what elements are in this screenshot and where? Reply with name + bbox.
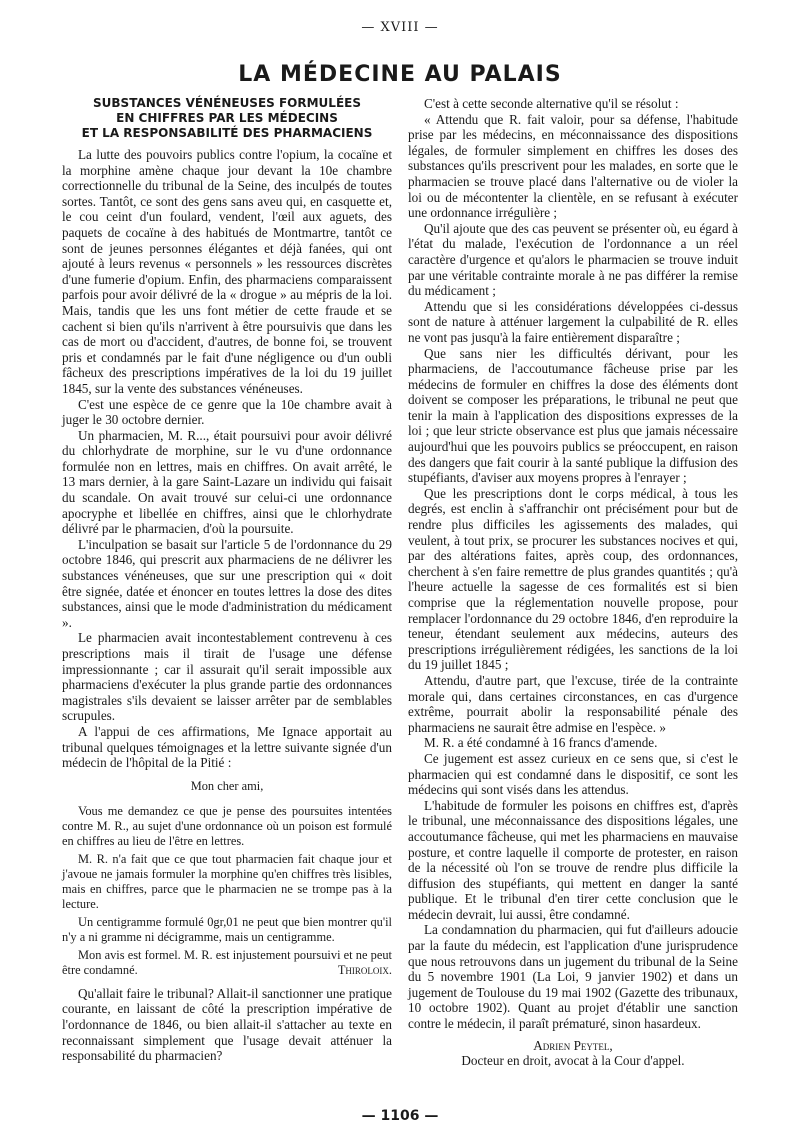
paragraph: C'est une espèce de ce genre que la 10e chambre avait à juger le 30 octobre dernier.	[62, 396, 392, 428]
article-title-line: EN CHIFFRES PAR LES MÉDECINS	[116, 111, 338, 125]
article-title-line: ET LA RESPONSABILITÉ DES PHARMACIENS	[81, 126, 373, 140]
paragraph: Que les prescriptions dont le corps médical, à tous les degrés, est enclin à s'affranchir ont précisément pour but de rendre plus difficiles les agissements des malades, qui veulent, à tout prix, se procurer les substances nocives et qui, par des altérations faites, après coup, des ordonnances, cherchent à s'en faire remettre de plus grandes quantités ; qu'à l'heure actuelle la sagesse de ces formalités est si bien comprise que la réglementation nouvelle propose, pour remplacer l'ordonnance du 29 octobre 1846, d'en reproduire la teneur, étendant seulement aux médecins, auteurs des prescriptions irrégulièrement rédigées, les sanctions de la loi du 19 juillet 1845 ;	[408, 485, 738, 673]
paragraph: Ce jugement est assez curieux en ce sens que, si c'est le pharmacien qui est condamné dans le dispositif, ce sont les médecins qui sont visés dans les attendus.	[408, 750, 738, 798]
letter-paragraph: Vous me demandez ce que je pense des poursuites intentées contre M. R., au sujet d'une ordonnance où un poison est formulé en chiffres au lieu de l'être en lettres.	[62, 803, 392, 848]
paragraph: Qu'il ajoute que des cas peuvent se présenter où, eu égard à l'état du malade, l'exécution de l'ordonnance a un réel caractère d'urgence et qu'alors le pharmacien se trouve induit par une véritable contrainte morale à ne pas différer la remise du médicament ;	[408, 220, 738, 299]
quoted-letter	[62, 779, 392, 978]
right-column	[408, 96, 738, 1069]
paragraph: La lutte des pouvoirs publics contre l'opium, la cocaïne et la morphine amène chaque jour devant la 10e chambre correctionnelle du tribunal de la Seine, des inculpés de toutes sortes. Tantôt, ce sont des gens sans aveu qui, en casquette et, le cou ceint d'un foulard, vendent, l'œil aux aguets, des paquets de cocaïne à des habitués de Montmartre, tantôt ce sont de jeunes personnes élégantes et déjà fanées, qui ont ajouté à leurs revenus « personnels » les ressources discrètes d'une fumerie d'opium. Enfin, des pharmaciens comparaissent parfois pour avoir délivré de la « drogue » au mépris de la loi. Mais, tandis que les uns font métier de cette fraude et se cachent si bien qu'ils n'arrivent à être poursuivis que dans les cas de mort ou d'accident, d'autres, de bonne foi, se trouvent pris et condamnés par le fait d'une négligence ou d'un oubli fâcheux des prescriptions impératives de la loi du 19 juillet 1845, sur la vente des substances vénéneuses.	[62, 147, 392, 396]
letter-signer: Thiroloix.	[337, 962, 392, 977]
author-signature	[408, 1038, 738, 1069]
article-title	[62, 96, 392, 141]
letter-paragraph: M. R. n'a fait que ce que tout pharmacien fait chaque jour et j'avoue ne jamais formuler la morphine qu'en chiffres très lisibles, mais en chiffres, parce que le pharmacien ne se trompe pas à la lecture.	[62, 851, 392, 911]
letter-closing: Mon avis est formel. M. R. est injustement poursuivi et ne peut être condamné.	[62, 947, 392, 977]
paragraph: M. R. a été condamné à 16 francs d'amende.	[424, 735, 658, 751]
paragraph: Le pharmacien avait incontestablement contrevenu à ces prescriptions mais il tirait de l'usage une défense impressionnante ; car il assurait qu'il serait impossible aux pharmaciens d'exécuter la plus grande partie des ordonnances magistrales s'ils devaient se laisser arrêter par de semblables scrupules.	[62, 630, 392, 724]
running-head: — XVIII —	[361, 20, 439, 35]
paragraph: Attendu que si les considérations développées ci-dessus sont de nature à atténuer largement la culpabilité de R. elles ne vont pas jusqu'à la faire entièrement disparaître ;	[408, 298, 738, 345]
paragraph: C'est à cette seconde alternative qu'il se résolut :	[424, 96, 679, 111]
letter-salutation: Mon cher ami,	[190, 778, 264, 793]
paragraph: « Attendu que R. fait valoir, pour sa défense, l'habitude prise par les médecins, en méconnaissance des dispositions légales, de formuler simplement en chiffres les doses des substances qu'ils prescrivent pour les malades, en sorte que le pharmacien se trouve placé dans l'alternative ou de violer la loi ou de mécontenter la clientèle, en se refusant à exécuter une ordonnance irrégulière ;	[408, 111, 738, 221]
letter-paragraph: Un centigramme formulé 0gr,01 ne peut que bien montrer qu'il n'y a ni gramme ni décigramme, mais un centigramme.	[62, 914, 392, 944]
paragraph: L'inculpation se basait sur l'article 5 de l'ordonnance du 29 octobre 1846, qui prescrit aux pharmaciens de ne délivrer les substances vénéneuses, que sur une prescription qui « doit être signée, datée et énoncer en toutes lettres la dose des dites substances, ainsi que le mode d'administration du médicament ».	[62, 536, 392, 630]
paragraph: Un pharmacien, M. R..., était poursuivi pour avoir délivré du chlorhydrate de morphine, sur le vu d'une ordonnance formulée non en lettres, mais en chiffres. On avait arrêté, le 13 mars dernier, à la gare Saint-Lazare un individu qui faisait du scandale. On avait trouvé sur celui-ci une ordonnance apocryphe et libellée en chiffres, ainsi que le chlorhydrate délivré par le pharmacien, d'où la poursuite.	[62, 427, 392, 537]
left-column	[62, 96, 392, 1064]
author-name: Adrien Peytel,	[533, 1037, 613, 1053]
letter-last-line	[62, 948, 392, 978]
page-title: LA MÉDECINE AU PALAIS	[238, 62, 562, 87]
paragraph: Attendu, d'autre part, que l'excuse, tirée de la contrainte morale qui, dans certaines circonstances, en cas d'urgence extrême, pourrait abolir la responsabilité pénale des pharmaciens ne saurait être admise en l'espèce. »	[408, 672, 738, 735]
page-number: — 1106 —	[361, 1108, 439, 1124]
author-credentials: Docteur en droit, avocat à la Cour d'appel.	[461, 1053, 685, 1069]
paragraph: A l'appui de ces affirmations, Me Ignace apportait au tribunal quelques témoignages et la lettre suivante signée d'un médecin de l'hôpital de la Pitié :	[62, 723, 392, 771]
paragraph: Que sans nier les difficultés dérivant, pour les pharmaciens, de l'accoutumance fâcheuse prise par les médecins de formuler en chiffres la dose des éléments dont doivent se composer les préparations, le tribunal ne peut que tenir la main à l'application des dispositions expresses de la loi ; que leur stricte observance est plus que jamais nécessaire aujourd'hui que les pouvoirs publics se préoccupent, en raison des dangers que fait courir à la santé publique la diffusion des stupéfiants, d'aviser aux moyens propres à l'enrayer ;	[408, 345, 738, 486]
paragraph: La condamnation du pharmacien, qui fut d'ailleurs adoucie par la faute du médecin, est l'application d'une jurisprudence que nous retrouvons dans un jugement du tribunal de la Seine du 5 novembre 1901 (La Loi, 9 janvier 1902) et dans un jugement de Toulouse du 19 mai 1902 (Gazette des tribunaux, 10 octobre 1902). Quant au projet d'établir une sanction contre le médecin, il paraît prématuré, sinon hasardeux.	[408, 922, 738, 1032]
article-title-line: SUBSTANCES VÉNÉNEUSES FORMULÉES	[93, 96, 361, 110]
paragraph: Qu'allait faire le tribunal? Allait-il sanctionner une pratique courante, en laissant de côté la prescription impérative de l'ordonnance de 1846, ou bien allait-il s'attacher au texte en reconnaissant simplement que l'usage devait atténuer la responsabilité du pharmacien?	[62, 985, 392, 1064]
paragraph: L'habitude de formuler les poisons en chiffres est, d'après le tribunal, une méconnaissance des dispositions légales, une accoutumance fâcheuse, qui met les pharmaciens en mauvaise posture, et contre laquelle il comporte de protester, en raison de la nécessité où l'on se trouve de rendre plus difficile la diffusion des stupéfiants, qui mettent en danger la santé publique. Et le tribunal d'en tirer cette conclusion que le médecin devrait, lui aussi, être condamné.	[408, 797, 738, 922]
